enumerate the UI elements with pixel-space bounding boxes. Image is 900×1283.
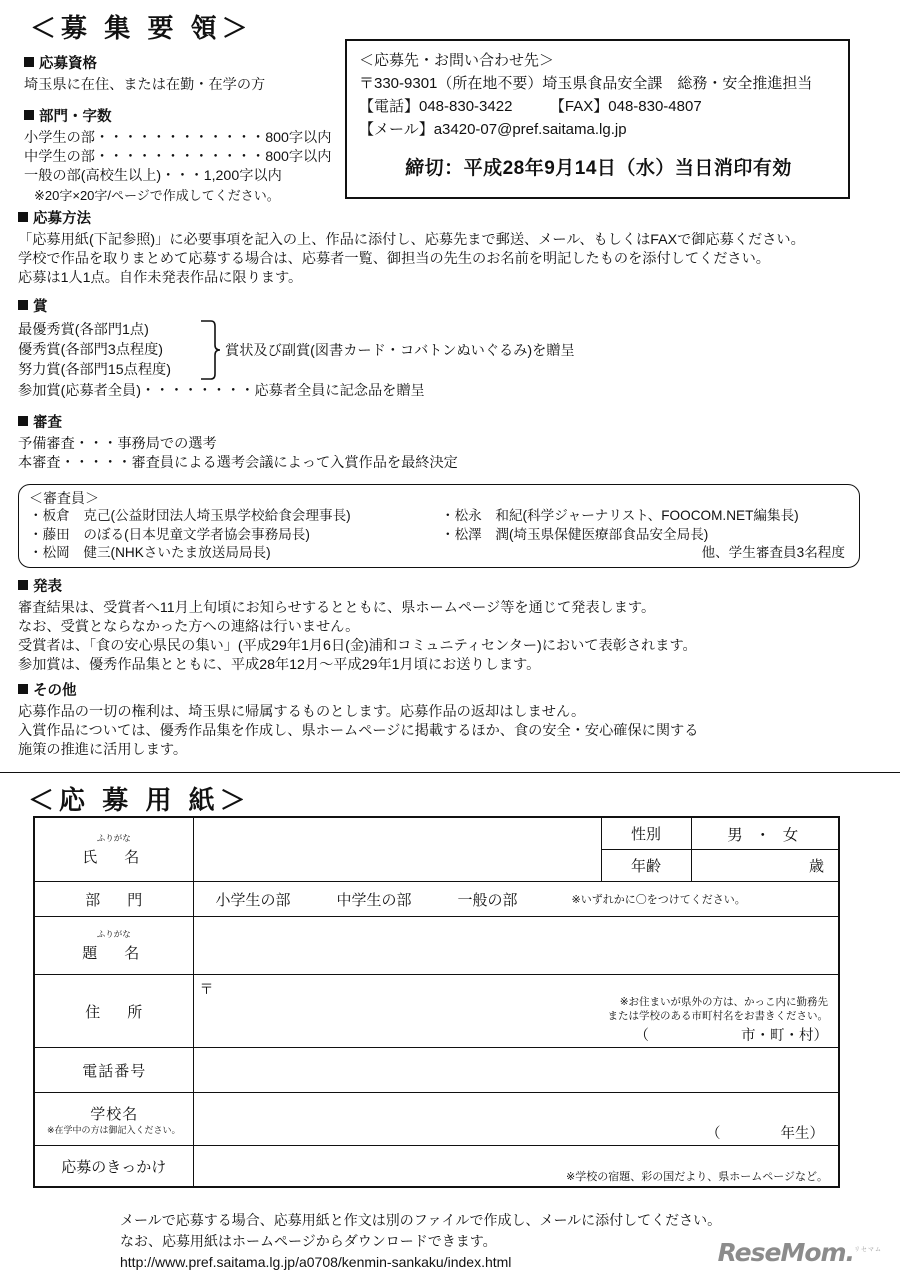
label-age: 年齢	[630, 858, 661, 875]
label-school: 学校名	[90, 1105, 139, 1123]
section-review	[18, 414, 458, 473]
furigana-label: ふりがな	[96, 928, 131, 939]
cell-label-gender	[601, 817, 691, 850]
field-category-choice[interactable]	[193, 882, 839, 917]
value-age-unit: 歳	[808, 858, 824, 875]
section-qualification-heading: 応募資格	[24, 55, 265, 73]
howto-line-1: 「応募用紙(下記参照)」に必要事項を記入の上、作品に添付し、応募先まで郵送、メール、もしくはFAXで御応募ください。	[18, 232, 805, 249]
field-school-input[interactable]	[193, 1093, 839, 1146]
category-line-1: 小学生の部・・・・・・・・・・・・800字以内	[24, 130, 332, 147]
table-row	[34, 882, 839, 917]
table-row	[34, 917, 839, 975]
contact-phone-fax: 【電話】048-830-3422 【FAX】048-830-4807	[359, 98, 702, 115]
judges-row	[29, 544, 859, 563]
announce-line-3: 受賞者は、「食の安心県民の集い」(平成29年1月6日(金)浦和コミュニティセンター)において表彰されます。	[18, 638, 697, 655]
paren-open: （	[634, 1028, 649, 1044]
category-option-elementary[interactable]: 小学生の部	[215, 891, 291, 909]
bullet-square-icon	[18, 416, 28, 426]
bullet-square-icon	[18, 684, 28, 694]
category-note: ※20字×20字/ページで作成してください。	[34, 188, 280, 204]
review-line-2: 本審査・・・・・審査員による選考会議によって入賞作品を最終決定	[18, 455, 458, 472]
trigger-note: ※学校の宿題、彩の国だより、県ホームページなど。	[566, 1171, 828, 1183]
field-phone-input[interactable]	[193, 1048, 839, 1093]
contact-box	[345, 39, 850, 199]
other-line-3: 施策の推進に活用します。	[18, 742, 188, 759]
section-howto-heading: 応募方法	[18, 210, 805, 228]
judges-row	[29, 526, 859, 545]
bullet-square-icon	[18, 300, 28, 310]
school-grade-paren	[706, 1122, 824, 1143]
judge-name-0: ・板倉 克己(公益財団法人埼玉県学校給食会理事長)	[29, 508, 351, 523]
resemom-logo-text: ReseMom.	[717, 1238, 855, 1267]
label-trigger: 応募のきっかけ	[61, 1158, 167, 1176]
field-subject-input[interactable]	[193, 917, 839, 975]
label-gender: 性別	[630, 826, 661, 843]
bullet-square-icon	[24, 57, 34, 67]
paren-open: （	[706, 1126, 721, 1142]
school-sub-note: ※在学中の方は御記入ください。	[46, 1124, 181, 1135]
section-announce-heading: 発表	[18, 578, 697, 596]
prize-bracket-group	[18, 319, 575, 381]
prize-item-2: 努力賞(各部門15点程度)	[18, 362, 171, 379]
contact-heading: ＜応募先・お問い合わせ先＞	[359, 52, 555, 69]
paren-close: 年生）	[780, 1126, 824, 1142]
judges-extra-note: 他、学生審査員3名程度	[701, 545, 845, 560]
label-phone: 電話番号	[82, 1062, 147, 1080]
footer-url[interactable]: http://www.pref.saitama.lg.jp/a0708/kenmin-sankaku/index.html	[120, 1254, 512, 1270]
bullet-square-icon	[18, 580, 28, 590]
table-row	[34, 817, 839, 850]
footer-line-2: なお、応募用紙はホームページからダウンロードできます。	[120, 1233, 497, 1249]
category-options	[194, 889, 839, 910]
field-address-input[interactable]	[193, 975, 839, 1048]
application-form-table	[33, 816, 840, 1188]
resemom-logo-ruby: リセマム	[854, 1246, 882, 1254]
section-howto	[18, 210, 805, 288]
table-row	[34, 975, 839, 1048]
prize-item-list	[18, 320, 193, 380]
review-line-1: 予備審査・・・事務局での選考	[18, 436, 217, 453]
prize-item-1: 優秀賞(各部門3点程度)	[18, 342, 164, 359]
howto-line-3: 応募は1人1点。自作未発表作品に限ります。	[18, 270, 303, 287]
judges-box	[18, 484, 860, 568]
page-title-application-form: ＜応 募 用 紙＞	[28, 785, 251, 815]
field-age-input[interactable]	[691, 850, 839, 882]
section-other	[18, 682, 698, 760]
trigger-cell-inner	[194, 1146, 839, 1186]
section-prize-heading: 賞	[18, 298, 575, 316]
section-qualification	[24, 55, 265, 95]
footer-notes	[120, 1210, 721, 1273]
paren-close: 市・町・村）	[741, 1028, 828, 1044]
postal-mark-icon: 〒	[199, 981, 214, 997]
address-municipality-paren	[635, 1024, 829, 1045]
cell-label-name	[34, 817, 193, 882]
judge-name-1: ・松永 和紀(科学ジャーナリスト、FOOCOM.NET編集長)	[441, 508, 799, 523]
prize-bracket-note: 賞状及び副賞(図書カード・コバトンぬいぐるみ)を贈呈	[225, 343, 575, 360]
prize-participation: 参加賞(応募者全員)・・・・・・・・応募者全員に記念品を贈呈	[18, 383, 425, 400]
cell-label-subject	[34, 917, 193, 975]
table-row	[34, 1093, 839, 1146]
category-option-general[interactable]: 一般の部	[457, 891, 518, 909]
label-address: 住 所	[85, 1003, 149, 1021]
section-category	[24, 108, 331, 205]
value-gender: 男 ・ 女	[727, 826, 803, 844]
section-other-heading: その他	[18, 682, 698, 700]
address-note-line-1: ※お住まいが県外の方は、かっこ内に勤務先	[619, 996, 828, 1008]
contact-deadline: 締切：平成28年9月14日（水）当日消印有効	[405, 158, 792, 179]
furigana-label: ふりがな	[96, 832, 131, 843]
section-announce	[18, 578, 697, 675]
curly-brace-icon	[197, 319, 223, 381]
section-review-heading: 審査	[18, 414, 458, 432]
cell-label-age	[601, 850, 691, 882]
announce-line-1: 審査結果は、受賞者へ11月上旬頃にお知らせするとともに、県ホームページ等を通じて発表します。	[18, 600, 656, 617]
label-name: 氏 名	[82, 848, 146, 866]
bullet-square-icon	[18, 212, 28, 222]
address-note-line-2: または学校のある市町村名をお書きください。	[607, 1010, 828, 1022]
category-option-junior[interactable]: 中学生の部	[336, 891, 412, 909]
label-subject: 題 名	[82, 944, 146, 962]
judges-heading: ＜審査員＞	[29, 490, 99, 506]
category-line-3: 一般の部(高校生以上)・・・1,200字以内	[24, 168, 282, 185]
section-category-heading: 部門・字数	[24, 108, 331, 126]
resemom-logo	[718, 1238, 882, 1267]
footer-line-1: メールで応募する場合、応募用紙と作文は別のファイルで作成し、メールに添付してください。	[120, 1212, 722, 1228]
section-prize	[18, 298, 575, 401]
cell-label-trigger	[34, 1146, 193, 1188]
cell-label-category	[34, 882, 193, 917]
table-row	[34, 1048, 839, 1093]
announce-line-2: なお、受賞とならなかった方への連絡は行いません。	[18, 619, 360, 636]
judges-row	[29, 507, 859, 526]
contact-email: 【メール】a3420-07@pref.saitama.lg.jp	[359, 121, 627, 138]
page-title-guidelines: ＜募 集 要 領＞	[30, 13, 253, 43]
cell-label-phone	[34, 1048, 193, 1093]
contact-address: 〒330-9301（所在地不要）埼玉県食品安全課 総務・安全推進担当	[359, 75, 813, 92]
table-row	[34, 1146, 839, 1188]
announce-line-4: 参加賞は、優秀作品集とともに、平成28年12月～平成29年1月頃にお送りします。	[18, 657, 541, 674]
address-cell-inner	[194, 975, 839, 1047]
field-trigger-input[interactable]	[193, 1146, 839, 1188]
field-gender-choice[interactable]	[691, 817, 839, 850]
school-cell-inner	[194, 1093, 839, 1145]
other-line-2: 入賞作品については、優秀作品集を作成し、県ホームページに掲載するほか、食の安全・安心確保に関する	[18, 723, 699, 740]
category-line-2: 中学生の部・・・・・・・・・・・・800字以内	[24, 149, 332, 166]
other-line-1: 応募作品の一切の権利は、埼玉県に帰属するものとします。応募作品の返却はしません。	[18, 704, 586, 721]
judge-name-3: ・松澤 潤(埼玉県保健医療部食品安全局長)	[441, 526, 709, 542]
cell-label-address	[34, 975, 193, 1048]
cell-label-school	[34, 1093, 193, 1146]
judge-name-2: ・藤田 のぼる(日本児童文学者協会事務局長)	[29, 526, 310, 542]
address-note	[608, 995, 829, 1023]
field-name-input[interactable]	[193, 817, 601, 882]
bullet-square-icon	[24, 110, 34, 120]
howto-line-2: 学校で作品を取りまとめて応募する場合は、応募者一覧、御担当の先生のお名前を明記したものを添付してください。	[18, 251, 770, 268]
label-category: 部 門	[85, 891, 149, 909]
section-divider	[0, 772, 900, 773]
judge-name-4: ・松岡 健三(NHKさいたま放送局局長)	[29, 545, 271, 560]
qualification-line-1: 埼玉県に在住、または在勤・在学の方	[24, 77, 266, 94]
prize-item-0: 最優秀賞(各部門1点)	[18, 322, 149, 339]
category-note: ※いずれかに〇をつけてください。	[571, 894, 746, 906]
